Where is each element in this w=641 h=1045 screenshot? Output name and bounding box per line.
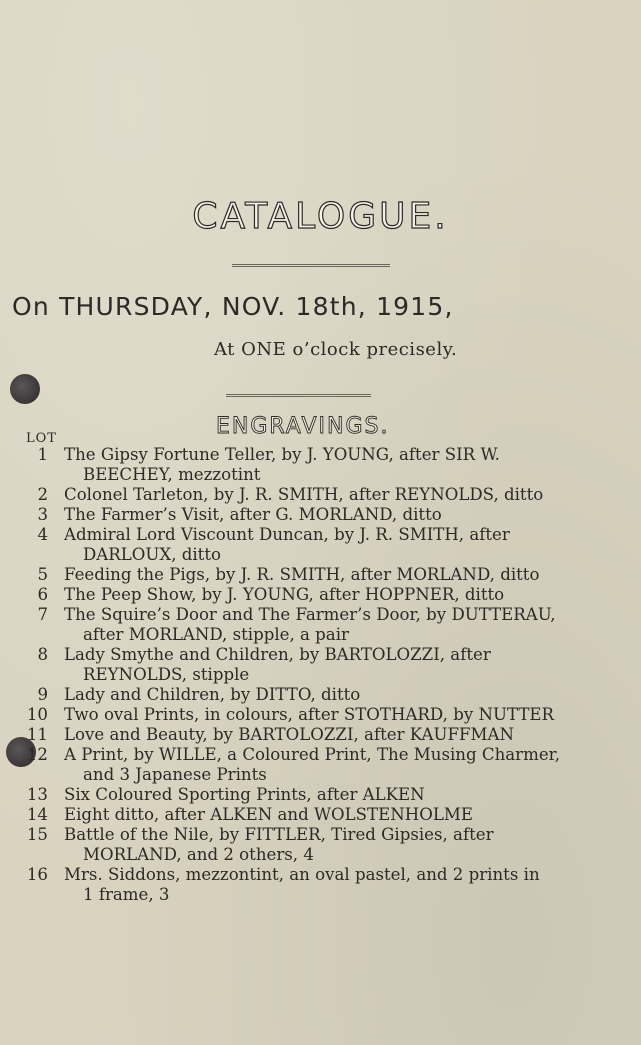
lot-description-continued: BEECHEY, mezzotint [83,465,261,484]
lot-number: 2 [37,485,48,504]
lot-number: 3 [37,505,48,524]
lot-number: 6 [37,585,48,604]
lot-entry [0,825,641,865]
lot-description: Eight ditto, after ALKEN and WOLSTENHOLME [64,805,473,824]
lot-number: 15 [26,825,48,844]
lot-number: 11 [26,725,48,744]
lot-entry [0,785,641,805]
lot-entry [0,585,641,605]
lot-description-continued: 1 frame, 3 [83,885,170,904]
lot-entry [0,605,641,645]
lot-entry [0,565,641,585]
lot-description-continued: MORLAND, and 2 others, 4 [83,845,314,864]
lot-description: The Peep Show, by J. YOUNG, after HOPPNER, ditto [64,585,505,604]
lot-description: Feeding the Pigs, by J. R. SMITH, after MORLAND, ditto [64,565,540,584]
title-rule [232,264,390,267]
lot-number: 14 [26,805,48,824]
lot-entry [0,705,641,725]
lot-description: Lady and Children, by DITTO, ditto [64,685,361,704]
lot-description-continued: REYNOLDS, stipple [83,665,250,684]
lot-entry [0,805,641,825]
lot-description: Battle of the Nile, by FITTLER, Tired Gipsies, after [64,825,494,844]
lot-entry [0,745,641,785]
lot-number: 5 [37,565,48,584]
lot-description: Colonel Tarleton, by J. R. SMITH, after REYNOLDS, ditto [64,485,544,504]
lot-description: A Print, by WILLE, a Coloured Print, The Musing Charmer, [64,745,561,764]
lot-description: Six Coloured Sporting Prints, after ALKEN [64,785,425,804]
lot-entry [0,505,641,525]
lot-number: 9 [37,685,48,704]
lot-entry [0,865,641,905]
lot-description: Lady Smythe and Children, by BARTOLOZZI, after [64,645,491,664]
sale-time: At ONE o’clock precisely. [214,339,458,360]
lot-number: 1 [37,445,48,464]
lot-entry [0,445,641,485]
lot-description: Admiral Lord Viscount Duncan, by J. R. SMITH, after [64,525,510,544]
lot-entry [0,485,641,505]
lot-column-header: LOT [26,431,57,446]
lot-entry [0,525,641,565]
lot-description: The Squire’s Door and The Farmer’s Door, by DUTTERAU, [64,605,556,624]
lot-number: 12 [26,745,48,764]
lot-entry [0,645,641,685]
sale-date: On THURSDAY, NOV. 18th, 1915, [12,292,454,321]
section-rule [226,394,371,397]
lot-description-continued: DARLOUX, ditto [83,545,222,564]
lot-number: 13 [26,785,48,804]
lot-entry [0,725,641,745]
lot-entry [0,685,641,705]
lot-description-continued: after MORLAND, stipple, a pair [83,625,349,644]
lot-description: The Gipsy Fortune Teller, by J. YOUNG, after SIR W. [64,445,500,464]
lot-description: Mrs. Siddons, mezzontint, an oval pastel, and 2 prints in [64,865,540,884]
catalogue-title: CATALOGUE. [192,196,449,237]
lot-description-continued: and 3 Japanese Prints [83,765,267,784]
section-title: ENGRAVINGS. [216,414,390,439]
lot-number: 4 [37,525,48,544]
lot-number: 10 [26,705,48,724]
lot-description: Two oval Prints, in colours, after STOTHARD, by NUTTER [64,705,555,724]
lot-number: 16 [26,865,48,884]
lot-number: 7 [37,605,48,624]
lot-description: Love and Beauty, by BARTOLOZZI, after KAUFFMAN [64,725,514,744]
lot-number: 8 [37,645,48,664]
binder-hole [10,374,40,404]
lot-description: The Farmer’s Visit, after G. MORLAND, ditto [64,505,442,524]
lot-list [0,445,641,905]
